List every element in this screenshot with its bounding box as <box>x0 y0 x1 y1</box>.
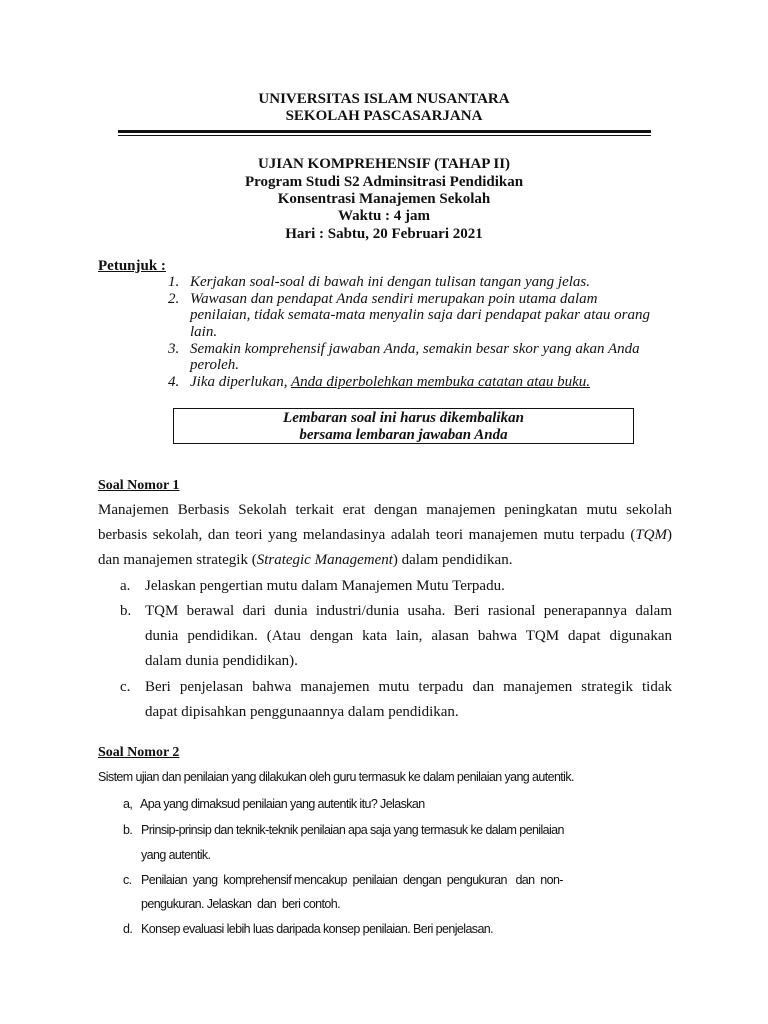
instruction-text: lain. <box>190 324 218 340</box>
soal-1-para-line: Manajemen Berbasis Sekolah terkait erat dengan manajemen peningkatan mutu sekolah <box>98 502 672 518</box>
soal-2-item-text: Prinsip-prinsip dan teknik-teknik penilaian apa saja yang termasuk ke dalam penilaian <box>141 823 564 837</box>
header-rule-thick <box>118 130 651 133</box>
exam-program: Program Studi S2 Adminsitrasi Pendidikan <box>244 174 524 190</box>
instruction-number: 4. <box>168 374 180 390</box>
notice-line-1: Lembaran soal ini harus dikembalikan <box>283 410 524 426</box>
instruction-underlined: Anda diperbolehkan membuka catatan atau buku. <box>290 374 591 390</box>
instruction-number: 1. <box>168 274 180 290</box>
soal-1-item-label: c. <box>120 679 131 695</box>
soal-1-item-text: dapat dipisahkan penggunaannya dalam pendidikan. <box>145 704 459 720</box>
soal-2-item-text: Apa yang dimaksud penilaian yang autentik itu? Jelaskan <box>140 797 425 811</box>
soal-1-item-label: a. <box>120 578 131 594</box>
soal-1-line3-italic: Strategic Management <box>256 552 393 568</box>
university-name: UNIVERSITAS ISLAM NUSANTARA <box>258 91 510 107</box>
soal-2-item-text: Konsep evaluasi lebih luas daripada konsep penilaian. Beri penjelasan. <box>141 922 494 936</box>
soal-2-item-label: d. <box>123 922 133 936</box>
soal-2-title: Soal Nomor 2 <box>98 745 180 760</box>
soal-1-close-paren: ) <box>667 527 672 543</box>
instruction-text: Kerjakan soal-soal di bawah ini dengan tulisan tangan yang jelas. <box>190 274 590 290</box>
soal-1-item-label: b. <box>120 603 132 619</box>
soal-1-line3-a: dan manajemen strategik ( <box>98 552 257 568</box>
soal-1-para-line <box>98 548 512 573</box>
exam-title: UJIAN KOMPREHENSIF (TAHAP II) <box>257 156 511 172</box>
soal-2-item-text: yang autentik. <box>141 848 211 862</box>
soal-2-item-label: b. <box>123 823 133 837</box>
instruction-text: Semakin komprehensif jawaban Anda, semakin besar skor yang akan Anda <box>190 341 640 357</box>
soal-1-item-text: TQM berawal dari dunia industri/dunia usaha. Beri rasional penerapannya dalam <box>145 603 672 619</box>
instruction-number: 2. <box>168 291 180 307</box>
soal-2-item-label: a, <box>123 797 133 811</box>
soal-1-item-text: dunia pendidikan. (Atau dengan kata lain, alasan bahwa TQM dapat digunakan <box>145 628 672 644</box>
instruction-text: Wawasan dan pendapat Anda sendiri merupakan poin utama dalam <box>190 291 598 307</box>
instructions-heading: Petunjuk : <box>98 258 166 274</box>
exam-concentration: Konsentrasi Manajemen Sekolah <box>277 191 491 207</box>
exam-date: Hari : Sabtu, 20 Februari 2021 <box>285 226 483 242</box>
soal-1-item-text: Jelaskan pengertian mutu dalam Manajemen Mutu Terpadu. <box>145 578 505 594</box>
school-name: SEKOLAH PASCASARJANA <box>285 108 483 124</box>
header-rule-thin <box>118 135 651 136</box>
instruction-text: penilaian, tidak semata-mata menyalin saja dari pendapat pakar atau orang <box>190 307 650 323</box>
soal-1-para-text: berbasis sekolah, dan teori yang melandasinya adalah teori manajemen mutu terpadu ( <box>98 527 636 543</box>
soal-1-tqm: TQM <box>635 527 667 543</box>
soal-1-item-text: Beri penjelasan bahwa manajemen mutu terpadu dan manajemen strategik tidak <box>145 679 672 695</box>
notice-box <box>173 408 634 444</box>
soal-1-title: Soal Nomor 1 <box>98 478 180 493</box>
soal-1-item-text: dalam dunia pendidikan). <box>145 653 298 669</box>
soal-2-item-text: pengukuran. Jelaskan dan beri contoh. <box>141 897 340 911</box>
soal-1-line3-b: ) dalam pendidikan. <box>392 552 513 568</box>
instruction-text: peroleh. <box>190 357 240 373</box>
soal-2-item-text: Penilaian yang komprehensif mencakup penilaian dengan pengukuran dan non- <box>141 873 563 887</box>
soal-1-para-line <box>98 523 672 548</box>
soal-2-item-label: c. <box>123 873 132 887</box>
notice-line-2: bersama lembaran jawaban Anda <box>299 427 508 443</box>
instruction-text <box>190 374 670 391</box>
soal-2-intro: Sistem ujian dan penilaian yang dilakukan oleh guru termasuk ke dalam penilaian yang autentik. <box>98 770 574 784</box>
exam-duration: Waktu : 4 jam <box>337 208 431 224</box>
instruction-prefix: Jika diperlukan, <box>190 374 291 390</box>
instruction-number: 3. <box>168 341 180 357</box>
